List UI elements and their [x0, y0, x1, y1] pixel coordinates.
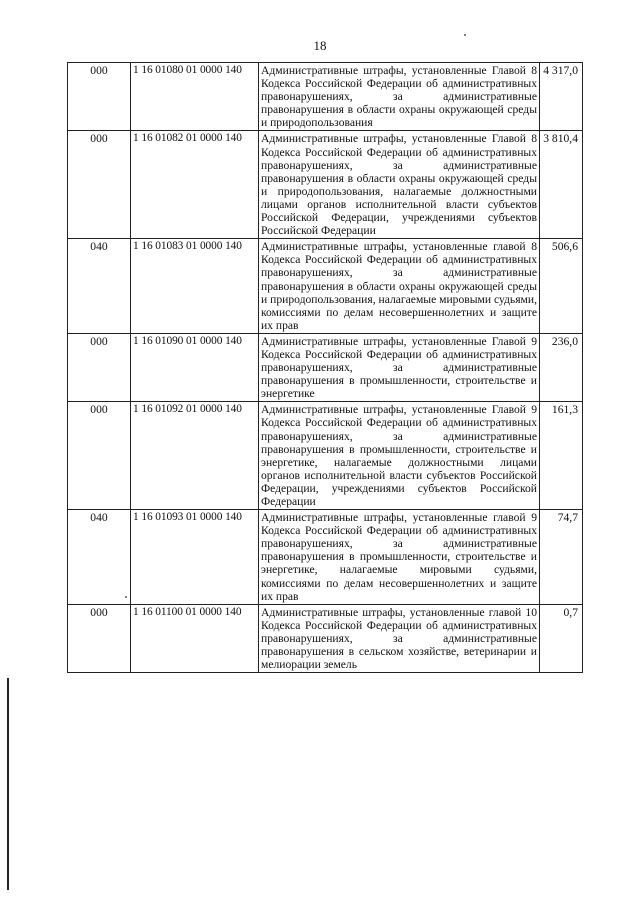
- budget-classification-code-cell: 1 16 01080 01 0000 140: [131, 63, 259, 131]
- description-cell: Административные штрафы, установленные Главой 8 Кодекса Российской Федерации об административных правонарушениях, за административные правонарушения в области охраны окружающей среды и природопользования: [259, 63, 540, 131]
- budget-classification-code-cell: 1 16 01082 01 0000 140: [131, 131, 259, 239]
- description-cell: Административные штрафы, установленные главой 8 Кодекса Российской Федерации об административных правонарушениях, за административные правонарушения в области охраны окружающей среды и природопользования, налагаемые мировыми судьями, комиссиями по делам несовершеннолетних и защите их прав: [259, 239, 540, 334]
- amount-cell: 236,0: [540, 333, 583, 401]
- admin-code-cell: 040: [68, 239, 131, 334]
- budget-classification-code-cell: 1 16 01090 01 0000 140: [131, 333, 259, 401]
- table-row: [68, 402, 583, 510]
- amount-cell: 74,7: [540, 510, 583, 605]
- admin-code-cell: 000: [68, 63, 131, 131]
- budget-classification-code-cell: 1 16 01093 01 0000 140: [131, 510, 259, 605]
- admin-code-cell: 000: [68, 402, 131, 510]
- amount-cell: 4 317,0: [540, 63, 583, 131]
- budget-classification-code-cell: 1 16 01083 01 0000 140: [131, 239, 259, 334]
- scan-speck: [125, 596, 127, 598]
- budget-classification-code-cell: 1 16 01092 01 0000 140: [131, 402, 259, 510]
- description-cell: Административные штрафы, установленные главой 9 Кодекса Российской Федерации об административных правонарушениях, за административные правонарушения в промышленности, строительстве и энергетике, налагаемые мировыми судьями, комиссиями по делам несовершеннолетних и защите их прав: [259, 510, 540, 605]
- table-row: [68, 510, 583, 605]
- description-cell: Административные штрафы, установленные Главой 9 Кодекса Российской Федерации об административных правонарушениях, за административные правонарушения в промышленности, строительстве и энергетике, налагаемые должностными лицами органов исполнительной власти субъектов Российской Федерации, учреждениями субъектов Российской Федерации: [259, 402, 540, 510]
- budget-revenue-table: [67, 62, 583, 673]
- table-row: [68, 604, 583, 672]
- table-row: [68, 239, 583, 334]
- description-cell: Административные штрафы, установленные Главой 9 Кодекса Российской Федерации об административных правонарушениях, за административные правонарушения в промышленности, строительстве и энергетике: [259, 333, 540, 401]
- description-cell: Административные штрафы, установленные Главой 8 Кодекса Российской Федерации об административных правонарушениях, за административные правонарушения в области охраны окружающей среды и природопользования, налагаемые должностными лицами органов исполнительной власти субъектов Российской Федерации, учреждениями субъектов Российской Федерации: [259, 131, 540, 239]
- table-row: [68, 333, 583, 401]
- admin-code-cell: 040: [68, 510, 131, 605]
- scan-margin-line: [7, 678, 9, 890]
- amount-cell: 0,7: [540, 604, 583, 672]
- description-cell: Административные штрафы, установленные главой 10 Кодекса Российской Федерации об административных правонарушениях, за административные правонарушения в сельском хозяйстве, ветеринарии и мелиорации земель: [259, 604, 540, 672]
- amount-cell: 3 810,4: [540, 131, 583, 239]
- table-row: [68, 63, 583, 131]
- table-row: [68, 131, 583, 239]
- budget-classification-code-cell: 1 16 01100 01 0000 140: [131, 604, 259, 672]
- admin-code-cell: 000: [68, 333, 131, 401]
- scan-speck: [464, 34, 466, 36]
- admin-code-cell: 000: [68, 604, 131, 672]
- admin-code-cell: 000: [68, 131, 131, 239]
- page-number: 18: [313, 38, 327, 53]
- amount-cell: 161,3: [540, 402, 583, 510]
- amount-cell: 506,6: [540, 239, 583, 334]
